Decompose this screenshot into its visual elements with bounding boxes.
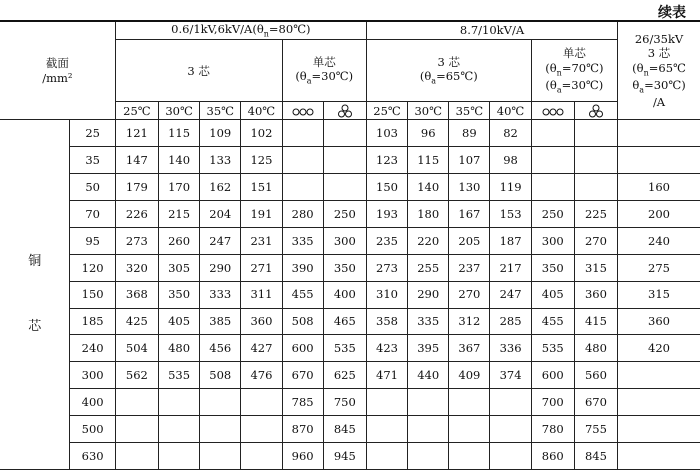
group-06-header: $0.6/1kV,6kV/A(\theta_n=80℃)$ xyxy=(115,21,366,40)
section-size-cell: 120 xyxy=(70,254,115,281)
ampacity-cell: 300 xyxy=(531,227,574,254)
section-size-cell: 630 xyxy=(70,442,115,469)
ampacity-cell: 350 xyxy=(531,254,574,281)
ampacity-cell: 315 xyxy=(618,281,700,308)
ampacity-cell: 350 xyxy=(159,281,200,308)
ampacity-cell: 311 xyxy=(241,281,282,308)
ampacity-cell: 180 xyxy=(408,200,449,227)
ampacity-cell: 560 xyxy=(574,362,617,389)
ampacity-cell: 280 xyxy=(282,200,323,227)
material-label: 铜 芯 xyxy=(0,120,70,470)
table-row xyxy=(0,227,700,254)
ampacity-cell: 271 xyxy=(241,254,282,281)
ampacity-cell: 860 xyxy=(531,442,574,469)
table-row xyxy=(0,120,700,147)
ampacity-cell: 870 xyxy=(282,416,323,443)
ampacity-cell: 700 xyxy=(531,389,574,416)
ampacity-cell: 160 xyxy=(618,174,700,201)
table-row xyxy=(0,416,700,443)
ampacity-cell: 367 xyxy=(449,335,490,362)
ampacity-cell: 312 xyxy=(449,308,490,335)
ampacity-cell: 273 xyxy=(115,227,158,254)
temp-header: 40℃ xyxy=(490,102,531,120)
ampacity-cell: 360 xyxy=(241,308,282,335)
ampacity-cell: 945 xyxy=(323,442,366,469)
ampacity-cell: 102 xyxy=(241,120,282,147)
ampacity-cell: 535 xyxy=(323,335,366,362)
ampacity-cell: 250 xyxy=(323,200,366,227)
ampacity-cell: 420 xyxy=(618,335,700,362)
ampacity-cell: 153 xyxy=(490,200,531,227)
ampacity-cell: 125 xyxy=(241,147,282,174)
ampacity-cell xyxy=(200,442,241,469)
ampacity-cell: 405 xyxy=(159,308,200,335)
ampacity-cell: 215 xyxy=(159,200,200,227)
section-size-cell: 240 xyxy=(70,335,115,362)
table-row xyxy=(0,200,700,227)
ampacity-cell: 455 xyxy=(531,308,574,335)
ampacity-cell: 121 xyxy=(115,120,158,147)
section-size-cell: 95 xyxy=(70,227,115,254)
ampacity-cell: 335 xyxy=(282,227,323,254)
ampacity-cell: 368 xyxy=(115,281,158,308)
ampacity-cell xyxy=(159,442,200,469)
table-row xyxy=(0,147,700,174)
ampacity-cell: 480 xyxy=(159,335,200,362)
ampacity-cell: 300 xyxy=(323,227,366,254)
ampacity-cell: 247 xyxy=(490,281,531,308)
ampacity-cell xyxy=(531,174,574,201)
ampacity-cell: 504 xyxy=(115,335,158,362)
ampacity-cell: 109 xyxy=(200,120,241,147)
ampacity-cell: 385 xyxy=(200,308,241,335)
ampacity-cell: 290 xyxy=(200,254,241,281)
section-size-cell: 400 xyxy=(70,389,115,416)
ampacity-cell: 250 xyxy=(531,200,574,227)
ampacity-cell: 96 xyxy=(408,120,449,147)
ampacity-cell xyxy=(574,147,617,174)
ampacity-cell xyxy=(574,120,617,147)
ampacity-cell: 480 xyxy=(574,335,617,362)
ampacity-cell: 273 xyxy=(366,254,407,281)
ampacity-cell: 204 xyxy=(200,200,241,227)
ampacity-cell: 200 xyxy=(618,200,700,227)
section-size-cell: 50 xyxy=(70,174,115,201)
ampacity-cell: 508 xyxy=(282,308,323,335)
ampacity-cell: 465 xyxy=(323,308,366,335)
ampacity-cell: 476 xyxy=(241,362,282,389)
ampacity-cell xyxy=(282,120,323,147)
table-body xyxy=(0,120,700,470)
ampacity-cell: 415 xyxy=(574,308,617,335)
ampacity-cell: 755 xyxy=(574,416,617,443)
ampacity-cell: 335 xyxy=(408,308,449,335)
ampacity-cell xyxy=(241,389,282,416)
ampacity-cell xyxy=(282,147,323,174)
ampacity-cell: 336 xyxy=(490,335,531,362)
ampacity-cell xyxy=(490,389,531,416)
ampacity-cell xyxy=(618,442,700,469)
ampacity-cell xyxy=(323,174,366,201)
ampacity-cell: 409 xyxy=(449,362,490,389)
ampacity-cell: 162 xyxy=(200,174,241,201)
ampacity-cell: 187 xyxy=(490,227,531,254)
ampacity-cell xyxy=(531,120,574,147)
ampacity-cell xyxy=(115,389,158,416)
section-header: 截面 /mm² xyxy=(0,21,115,120)
ampacity-cell: 240 xyxy=(618,227,700,254)
ampacity-cell: 205 xyxy=(449,227,490,254)
ampacity-cell: 260 xyxy=(159,227,200,254)
ampacity-cell: 179 xyxy=(115,174,158,201)
ampacity-cell: 191 xyxy=(241,200,282,227)
section-size-cell: 500 xyxy=(70,416,115,443)
ampacity-cell: 423 xyxy=(366,335,407,362)
ampacity-cell xyxy=(200,416,241,443)
section-size-cell: 25 xyxy=(70,120,115,147)
ampacity-cell: 123 xyxy=(366,147,407,174)
ampacity-cell: 103 xyxy=(366,120,407,147)
ampacity-cell: 456 xyxy=(200,335,241,362)
ampacity-cell: 471 xyxy=(366,362,407,389)
ampacity-cell: 150 xyxy=(366,174,407,201)
ampacity-cell: 670 xyxy=(574,389,617,416)
table-row xyxy=(0,389,700,416)
ampacity-cell: 170 xyxy=(159,174,200,201)
ampacity-cell: 333 xyxy=(200,281,241,308)
ampacity-cell: 374 xyxy=(490,362,531,389)
ampacity-cell: 82 xyxy=(490,120,531,147)
ampacity-cell: 270 xyxy=(574,227,617,254)
ampacity-cell: 960 xyxy=(282,442,323,469)
ampacity-cell: 600 xyxy=(531,362,574,389)
trefoil-arrangement-icon xyxy=(323,102,366,120)
group-06-single-core: 单芯 $(\theta_a=30℃)$ xyxy=(282,40,366,102)
ampacity-cell: 98 xyxy=(490,147,531,174)
ampacity-cell xyxy=(200,389,241,416)
ampacity-cell: 425 xyxy=(115,308,158,335)
ampacity-cell xyxy=(449,442,490,469)
ampacity-cell xyxy=(490,416,531,443)
ampacity-cell: 305 xyxy=(159,254,200,281)
ampacity-cell: 350 xyxy=(323,254,366,281)
temp-header: 40℃ xyxy=(241,102,282,120)
flat-arrangement-icon xyxy=(282,102,323,120)
table-row xyxy=(0,442,700,469)
ampacity-cell xyxy=(490,442,531,469)
ampacity-cell: 270 xyxy=(449,281,490,308)
ampacity-cell xyxy=(241,416,282,443)
table-row xyxy=(0,335,700,362)
ampacity-cell: 320 xyxy=(115,254,158,281)
ampacity-cell: 535 xyxy=(531,335,574,362)
temp-header: 25℃ xyxy=(115,102,158,120)
section-size-cell: 300 xyxy=(70,362,115,389)
ampacity-cell xyxy=(618,389,700,416)
ampacity-cell xyxy=(282,174,323,201)
ampacity-cell: 140 xyxy=(159,147,200,174)
temp-header: 35℃ xyxy=(449,102,490,120)
ampacity-cell: 89 xyxy=(449,120,490,147)
ampacity-cell xyxy=(449,389,490,416)
ampacity-cell: 226 xyxy=(115,200,158,227)
section-size-cell: 150 xyxy=(70,281,115,308)
ampacity-cell: 151 xyxy=(241,174,282,201)
ampacity-cell: 130 xyxy=(449,174,490,201)
ampacity-cell: 147 xyxy=(115,147,158,174)
ampacity-cell: 310 xyxy=(366,281,407,308)
ampacity-cell xyxy=(408,442,449,469)
table-row xyxy=(0,254,700,281)
ampacity-cell xyxy=(323,147,366,174)
ampacity-cell: 845 xyxy=(574,442,617,469)
section-size-cell: 185 xyxy=(70,308,115,335)
temp-header: 35℃ xyxy=(200,102,241,120)
ampacity-cell xyxy=(618,416,700,443)
ampacity-cell: 780 xyxy=(531,416,574,443)
ampacity-cell xyxy=(323,120,366,147)
ampacity-cell: 508 xyxy=(200,362,241,389)
section-size-cell: 35 xyxy=(70,147,115,174)
ampacity-cell: 440 xyxy=(408,362,449,389)
ampacity-cell: 455 xyxy=(282,281,323,308)
ampacity-cell xyxy=(449,416,490,443)
ampacity-cell: 358 xyxy=(366,308,407,335)
trefoil-arrangement-icon xyxy=(574,102,617,120)
ampacity-cell: 290 xyxy=(408,281,449,308)
group-87-single-core: 单芯 $(\theta_n=70℃)$ $(\theta_a=30℃)$ xyxy=(531,40,617,102)
ampacity-cell: 360 xyxy=(618,308,700,335)
ampacity-cell xyxy=(618,147,700,174)
ampacity-table xyxy=(0,20,700,470)
ampacity-cell: 247 xyxy=(200,227,241,254)
ampacity-cell: 390 xyxy=(282,254,323,281)
table-row xyxy=(0,308,700,335)
continued-label: 续表 xyxy=(658,5,686,21)
ampacity-cell: 217 xyxy=(490,254,531,281)
group-87-three-core: 3 芯 $(\theta_a=65℃)$ xyxy=(366,40,531,102)
ampacity-cell: 275 xyxy=(618,254,700,281)
table-row xyxy=(0,362,700,389)
ampacity-cell: 225 xyxy=(574,200,617,227)
ampacity-cell xyxy=(241,442,282,469)
ampacity-cell xyxy=(159,389,200,416)
ampacity-cell: 400 xyxy=(323,281,366,308)
ampacity-cell: 220 xyxy=(408,227,449,254)
ampacity-cell: 360 xyxy=(574,281,617,308)
ampacity-cell xyxy=(408,389,449,416)
temp-header: 30℃ xyxy=(159,102,200,120)
ampacity-cell: 285 xyxy=(490,308,531,335)
table-row xyxy=(0,174,700,201)
ampacity-cell: 107 xyxy=(449,147,490,174)
ampacity-cell: 231 xyxy=(241,227,282,254)
ampacity-cell xyxy=(115,416,158,443)
ampacity-cell: 535 xyxy=(159,362,200,389)
temp-header: 25℃ xyxy=(366,102,407,120)
ampacity-cell: 562 xyxy=(115,362,158,389)
ampacity-cell xyxy=(574,174,617,201)
ampacity-cell: 115 xyxy=(408,147,449,174)
ampacity-cell xyxy=(159,416,200,443)
ampacity-cell: 750 xyxy=(323,389,366,416)
ampacity-cell: 395 xyxy=(408,335,449,362)
ampacity-cell: 405 xyxy=(531,281,574,308)
ampacity-cell: 133 xyxy=(200,147,241,174)
group-06-three-core: 3 芯 xyxy=(115,40,282,102)
ampacity-cell: 427 xyxy=(241,335,282,362)
ampacity-cell: 237 xyxy=(449,254,490,281)
ampacity-cell: 785 xyxy=(282,389,323,416)
ampacity-cell xyxy=(366,442,407,469)
group-26-header: 26/35kV 3 芯 ($\theta_n=65℃$ $\theta_a=30℃$) /A xyxy=(618,21,700,120)
ampacity-cell: 193 xyxy=(366,200,407,227)
ampacity-cell: 140 xyxy=(408,174,449,201)
ampacity-cell: 115 xyxy=(159,120,200,147)
temp-header: 30℃ xyxy=(408,102,449,120)
ampacity-cell: 670 xyxy=(282,362,323,389)
ampacity-cell xyxy=(408,416,449,443)
ampacity-cell xyxy=(531,147,574,174)
ampacity-cell: 625 xyxy=(323,362,366,389)
ampacity-cell: 119 xyxy=(490,174,531,201)
ampacity-cell xyxy=(366,389,407,416)
section-size-cell: 70 xyxy=(70,200,115,227)
ampacity-cell xyxy=(618,120,700,147)
table-row xyxy=(0,281,700,308)
group-87-header: 8.7/10kV/A xyxy=(366,21,617,40)
ampacity-cell xyxy=(115,442,158,469)
ampacity-cell: 845 xyxy=(323,416,366,443)
ampacity-cell xyxy=(366,416,407,443)
ampacity-cell: 167 xyxy=(449,200,490,227)
ampacity-cell: 600 xyxy=(282,335,323,362)
ampacity-cell xyxy=(618,362,700,389)
ampacity-cell: 255 xyxy=(408,254,449,281)
ampacity-cell: 235 xyxy=(366,227,407,254)
flat-arrangement-icon xyxy=(531,102,574,120)
ampacity-cell: 315 xyxy=(574,254,617,281)
